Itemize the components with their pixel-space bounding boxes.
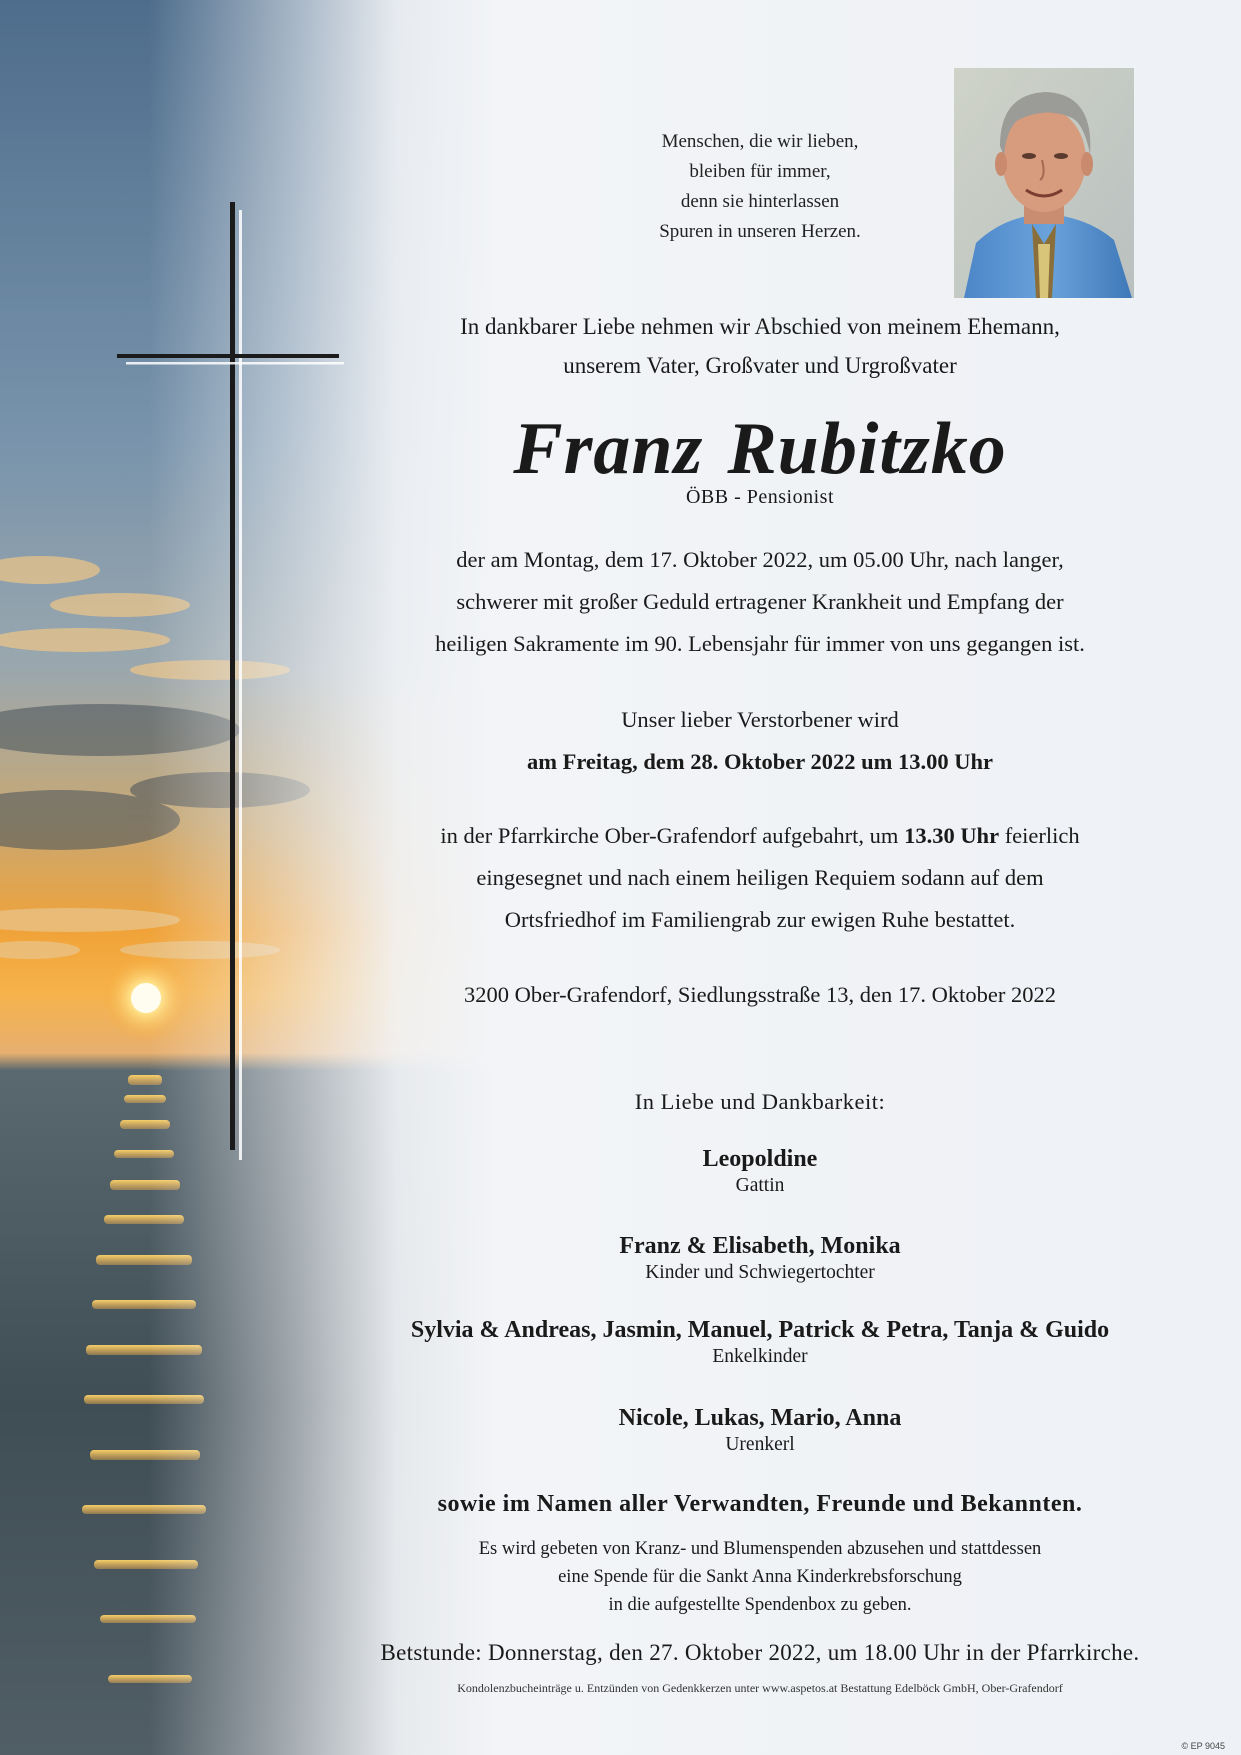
footer-note: Kondolenzbucheinträge u. Entzünden von Gedenkkerzen unter www.aspetos.at Bestattung Edelböck GmbH, Ober-Grafendorf xyxy=(457,1681,1063,1695)
farewell-intro xyxy=(320,307,1200,385)
notice-line: heiligen Sakramente im 90. Lebensjahr für immer von uns gegangen ist. xyxy=(435,631,1085,656)
mourner-group xyxy=(320,1144,1200,1198)
funeral-text: in der Pfarrkirche Ober-Grafendorf aufgebahrt, um xyxy=(440,823,905,848)
mourner-relation: Enkelkinder xyxy=(712,1346,808,1367)
funeral-date-line xyxy=(320,741,1200,783)
portrait-photo xyxy=(954,68,1134,298)
funeral-details xyxy=(320,815,1200,941)
intro-line: In dankbarer Liebe nehmen wir Abschied von meinem Ehemann, xyxy=(460,314,1060,339)
death-notice xyxy=(320,539,1200,665)
first-name: Franz xyxy=(513,408,704,490)
copyright-mark: © EP 9045 xyxy=(1181,1741,1225,1751)
mourner-relation: Gattin xyxy=(735,1175,785,1196)
intro-line: unserem Vater, Großvater und Urgroßvater xyxy=(563,353,957,378)
mourner-group xyxy=(320,1403,1200,1457)
closing-line: sowie im Namen aller Verwandten, Freunde und Bekannten. xyxy=(437,1491,1083,1517)
funeral-line: Unser lieber Verstorbener wird xyxy=(621,707,899,732)
prayer-hour: Betstunde: Donnerstag, den 27. Oktober 2022, um 18.00 Uhr in der Pfarrkirche. xyxy=(380,1640,1140,1665)
mourner-names: Franz & Elisabeth, Monika xyxy=(619,1233,901,1259)
mourner-group xyxy=(320,1315,1200,1369)
funeral-date-bold: am Freitag, dem 28. Oktober 2022 um 13.00 Uhr xyxy=(526,749,993,774)
mourner-names: Sylvia & Andreas, Jasmin, Manuel, Patrick & Petra, Tanja & Guido xyxy=(410,1317,1110,1343)
memorial-verse xyxy=(610,127,910,247)
mourners-intro: In Liebe und Dankbarkeit: xyxy=(634,1089,886,1114)
funeral-date xyxy=(320,699,1200,783)
donation-request xyxy=(320,1535,1200,1619)
donation-line: in die aufgestellte Spendenbox zu geben. xyxy=(608,1595,912,1615)
deceased-name xyxy=(320,404,1200,494)
last-name: Rubitzko xyxy=(727,408,1007,490)
verse-line: bleiben für immer, xyxy=(689,161,831,182)
donation-line: Es wird gebeten von Kranz- und Blumenspenden abzusehen und stattdessen xyxy=(478,1539,1042,1559)
deceased-occupation: ÖBB - Pensionist xyxy=(685,486,835,508)
verse-line: Menschen, die wir lieben, xyxy=(661,131,859,152)
verse-line: denn sie hinterlassen xyxy=(680,191,840,212)
funeral-line xyxy=(320,815,1200,857)
blessing-time: 13.30 Uhr xyxy=(904,823,1000,848)
funeral-line: eingesegnet und nach einem heiligen Requiem sodann auf dem xyxy=(476,865,1044,890)
mourner-names: Nicole, Lukas, Mario, Anna xyxy=(618,1405,902,1431)
mourner-relation: Kinder und Schwiegertochter xyxy=(645,1262,875,1283)
verse-line: Spuren in unseren Herzen. xyxy=(659,221,861,242)
notice-line: der am Montag, dem 17. Oktober 2022, um 05.00 Uhr, nach langer, xyxy=(456,547,1064,572)
funeral-line: Ortsfriedhof im Familiengrab zur ewigen Ruhe bestattet. xyxy=(504,907,1016,932)
mourner-relation: Urenkerl xyxy=(725,1434,795,1455)
place-date: 3200 Ober-Grafendorf, Siedlungsstraße 13, den 17. Oktober 2022 xyxy=(464,982,1056,1007)
mourner-group xyxy=(320,1231,1200,1285)
notice-line: schwerer mit großer Geduld ertragener Krankheit und Empfang der xyxy=(456,589,1064,614)
donation-line: eine Spende für die Sankt Anna Kinderkrebsforschung xyxy=(558,1567,962,1587)
mourner-names: Leopoldine xyxy=(702,1146,818,1172)
funeral-text: feierlich xyxy=(999,823,1080,848)
